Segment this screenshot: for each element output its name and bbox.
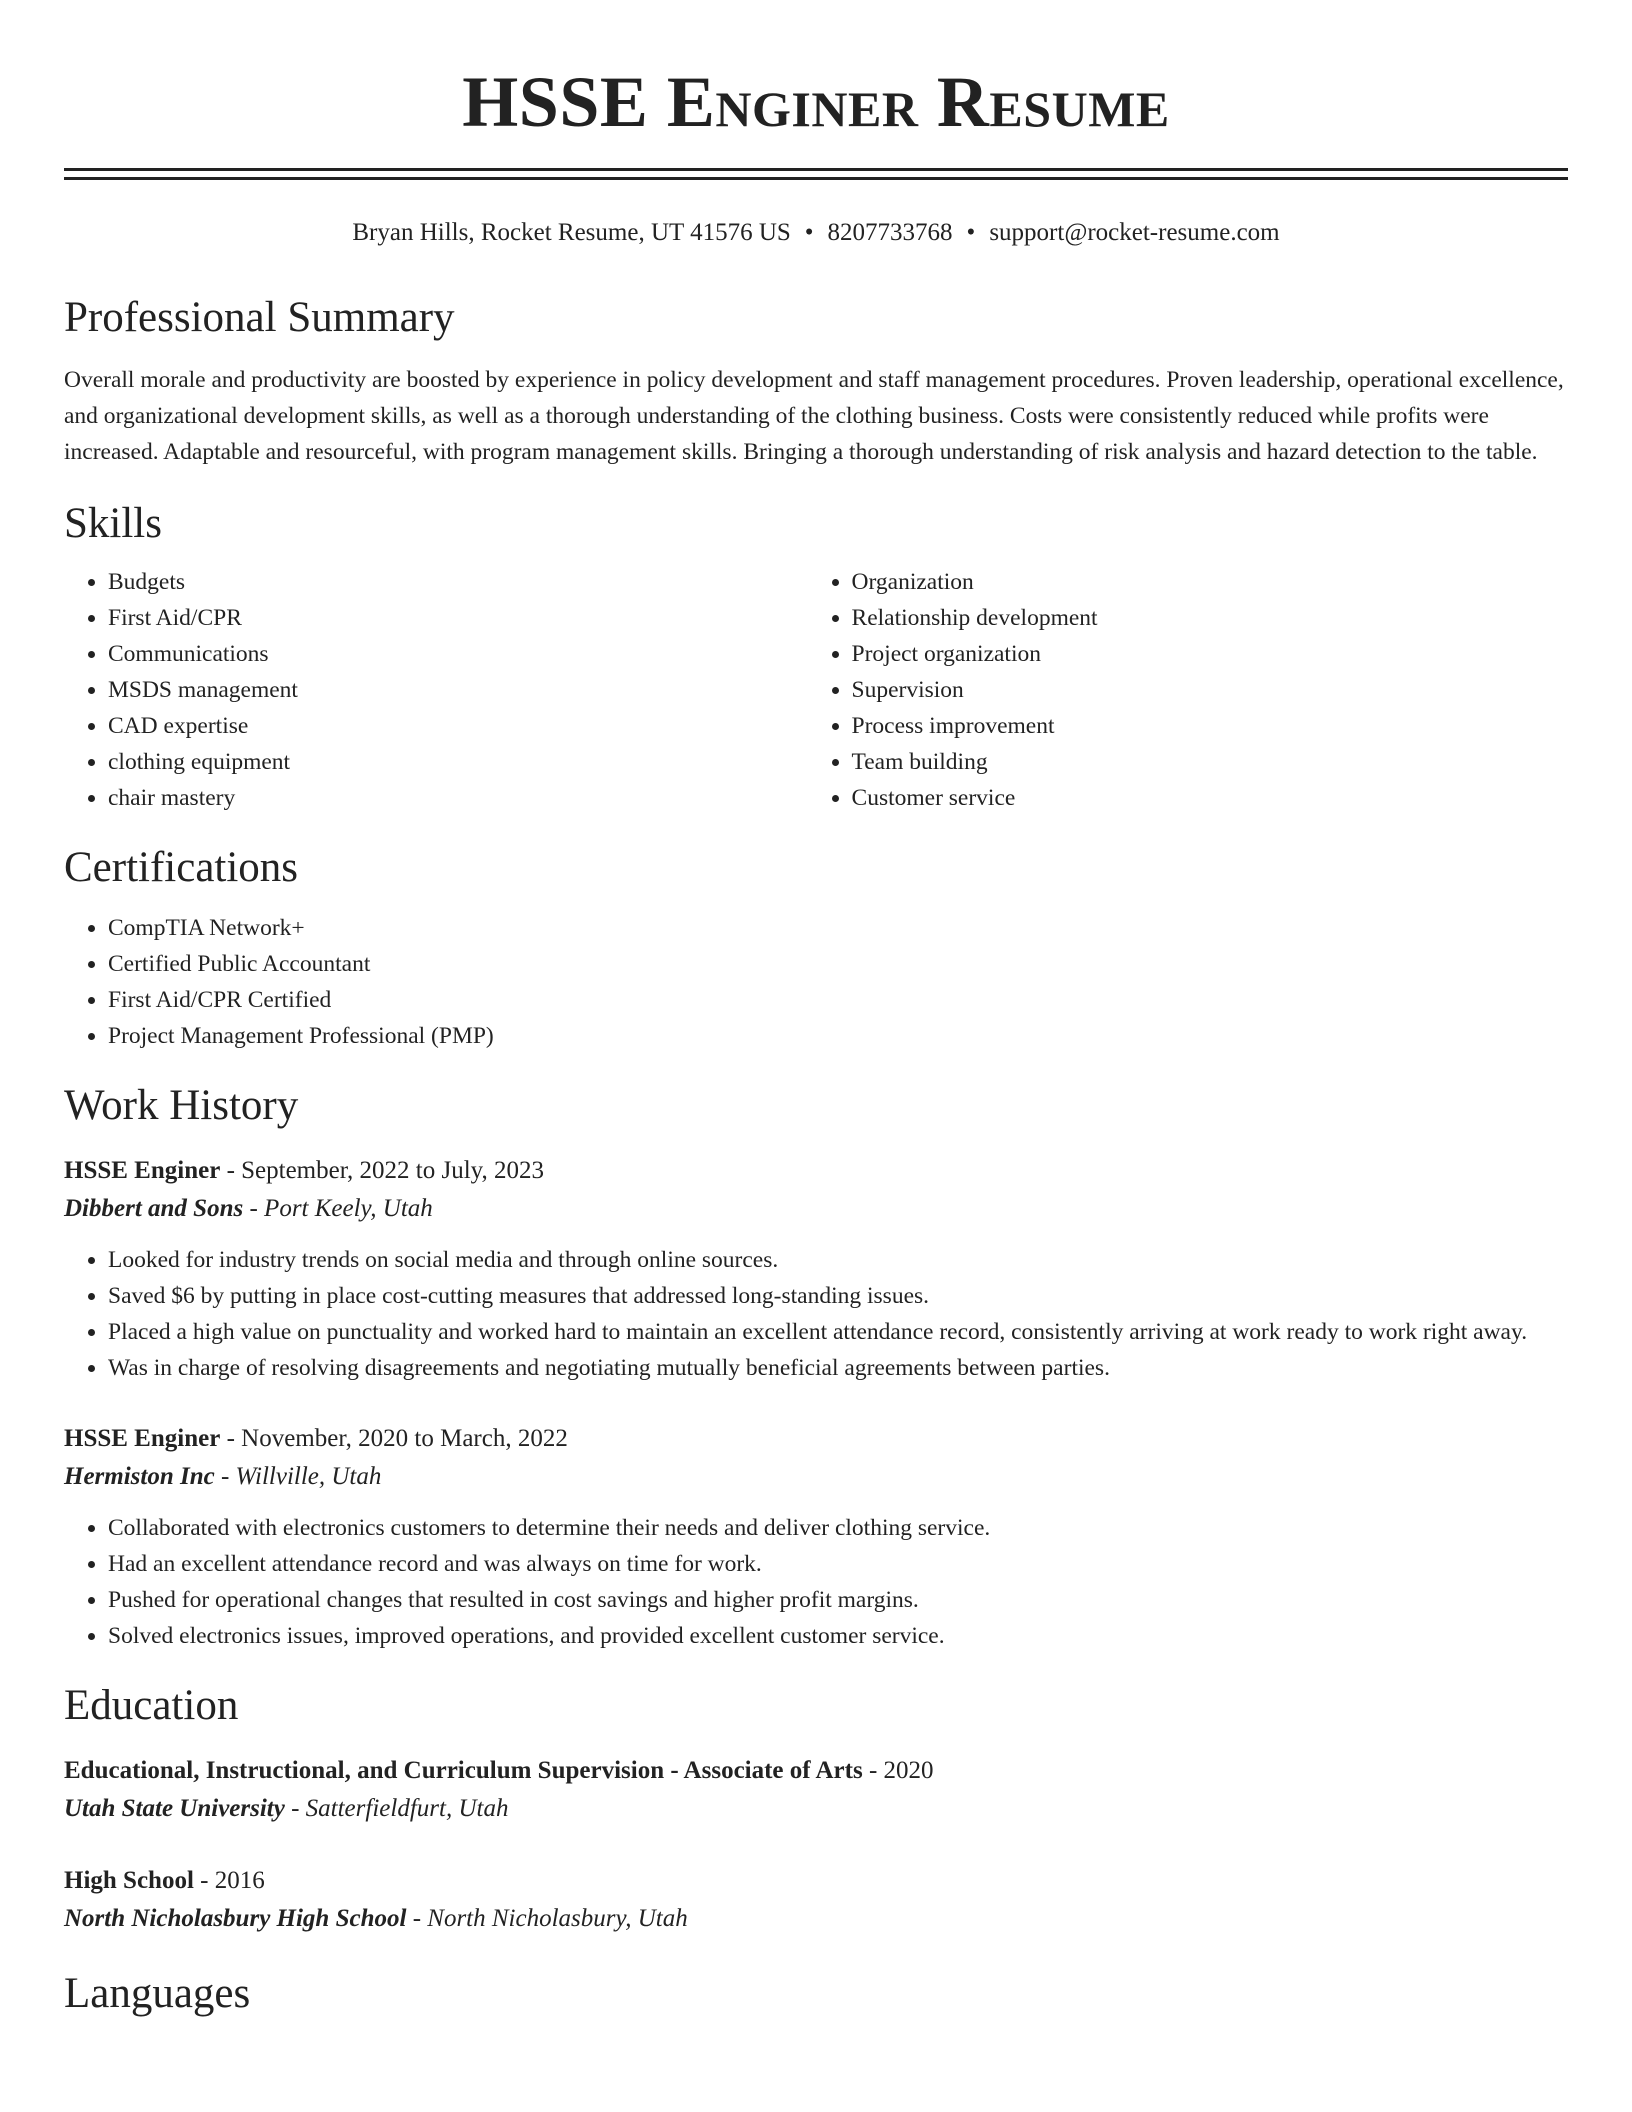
summary-text: Overall morale and productivity are boosted by experience in policy development and staff management procedures. Proven leadership, operational excellence, and organizational development skills, as well as a thorough understanding of the clothing business. Costs were consistently reduced while profits were increased. Adaptable and resourceful, with program management skills. Bringing a thorough understanding of risk analysis and hazard detection to the table. — [64, 367, 1564, 465]
education-degree-line — [64, 1862, 1568, 1900]
list-item: • Had an excellent attendance record and was always on time for work. — [108, 1546, 1568, 1582]
list-item: • Looked for industry trends on social media and through online sources. — [108, 1242, 1568, 1278]
list-item: • Was in charge of resolving disagreements and negotiating mutually beneficial agreements between parties. — [108, 1350, 1568, 1386]
contact-line — [64, 216, 1568, 250]
skills-list-left — [64, 564, 808, 816]
job-company: Hermiston Inc — [64, 1463, 215, 1490]
contact-separator: • — [966, 219, 976, 246]
education-entry — [64, 1752, 1568, 1828]
list-item: • Relationship development — [852, 600, 1568, 636]
contact-phone: 8207733768 — [827, 219, 953, 246]
list-item: • clothing equipment — [108, 744, 808, 780]
education-school-line — [64, 1790, 1568, 1828]
job-location: - Port Keely, Utah — [243, 1195, 433, 1222]
job-bullets — [64, 1242, 1568, 1386]
education-degree-line — [64, 1752, 1568, 1790]
list-item: • Solved electronics issues, improved operations, and provided excellent customer service. — [108, 1618, 1568, 1654]
list-item: • Project Management Professional (PMP) — [108, 1018, 1568, 1054]
languages-heading: Languages — [64, 1970, 251, 2017]
job-title-line — [64, 1152, 1568, 1190]
list-item: • Customer service — [852, 780, 1568, 816]
skills-list-right — [808, 564, 1568, 816]
list-item: • First Aid/CPR — [108, 600, 808, 636]
education-heading: Education — [64, 1682, 239, 1729]
skills-heading: Skills — [64, 500, 162, 547]
list-item: • Saved $6 by putting in place cost-cutting measures that addressed long-standing issues. — [108, 1278, 1568, 1314]
work-history-section — [64, 1080, 1568, 1654]
list-item: • chair mastery — [108, 780, 808, 816]
job-dates: - September, 2022 to July, 2023 — [220, 1157, 545, 1184]
list-item: • Team building — [852, 744, 1568, 780]
list-item: • Pushed for operational changes that resulted in cost savings and higher profit margins. — [108, 1582, 1568, 1618]
job-role: HSSE Enginer — [64, 1157, 221, 1184]
summary-section — [64, 292, 1568, 470]
job-entry — [64, 1152, 1568, 1386]
job-location: - Willville, Utah — [214, 1463, 382, 1490]
job-title-line — [64, 1420, 1568, 1458]
job-dates: - November, 2020 to March, 2022 — [220, 1425, 568, 1452]
list-item: • MSDS management — [108, 672, 808, 708]
languages-section — [64, 1968, 1568, 2020]
list-item: • Budgets — [108, 564, 808, 600]
list-item: • First Aid/CPR Certified — [108, 982, 1568, 1018]
list-item: • CAD expertise — [108, 708, 808, 744]
skills-section — [64, 498, 1568, 816]
summary-heading: Professional Summary — [64, 294, 455, 341]
education-location: - Satterfieldfurt, Utah — [284, 1795, 509, 1822]
list-item: • Placed a high value on punctuality and worked hard to maintain an excellent attendance record, consistently arriving at work ready to work right away. — [108, 1314, 1568, 1350]
list-item: • Project organization — [852, 636, 1568, 672]
education-school: North Nicholasbury High School — [64, 1905, 407, 1932]
job-company-line — [64, 1190, 1568, 1228]
certifications-list — [64, 910, 1568, 1054]
education-location: - North Nicholasbury, Utah — [406, 1905, 688, 1932]
job-role: HSSE Enginer — [64, 1425, 221, 1452]
work-history-heading: Work History — [64, 1082, 299, 1129]
education-entry — [64, 1862, 1568, 1938]
education-degree: Educational, Instructional, and Curriculum Supervision - Associate of Arts — [64, 1757, 863, 1784]
skills-columns — [64, 564, 1568, 816]
education-year: - 2016 — [193, 1867, 265, 1894]
job-bullets — [64, 1510, 1568, 1654]
job-company-line — [64, 1458, 1568, 1496]
education-school-line — [64, 1900, 1568, 1938]
contact-address: Bryan Hills, Rocket Resume, UT 41576 US — [352, 219, 791, 246]
certifications-heading: Certifications — [64, 844, 299, 891]
job-entry — [64, 1420, 1568, 1654]
contact-email: support@rocket-resume.com — [989, 219, 1280, 246]
certifications-section — [64, 842, 1568, 1054]
resume-title: HSSE Enginer Resume — [462, 62, 1170, 142]
education-school: Utah State University — [64, 1795, 285, 1822]
list-item: • Collaborated with electronics customers to determine their needs and deliver clothing service. — [108, 1510, 1568, 1546]
job-company: Dibbert and Sons — [64, 1195, 244, 1222]
contact-separator: • — [804, 219, 814, 246]
list-item: • Certified Public Accountant — [108, 946, 1568, 982]
list-item: • Communications — [108, 636, 808, 672]
list-item: • CompTIA Network+ — [108, 910, 1568, 946]
education-degree: High School — [64, 1867, 194, 1894]
education-section — [64, 1680, 1568, 1938]
title-divider — [64, 168, 1568, 180]
list-item: • Organization — [852, 564, 1568, 600]
education-year: - 2020 — [862, 1757, 934, 1784]
list-item: • Process improvement — [852, 708, 1568, 744]
list-item: • Supervision — [852, 672, 1568, 708]
